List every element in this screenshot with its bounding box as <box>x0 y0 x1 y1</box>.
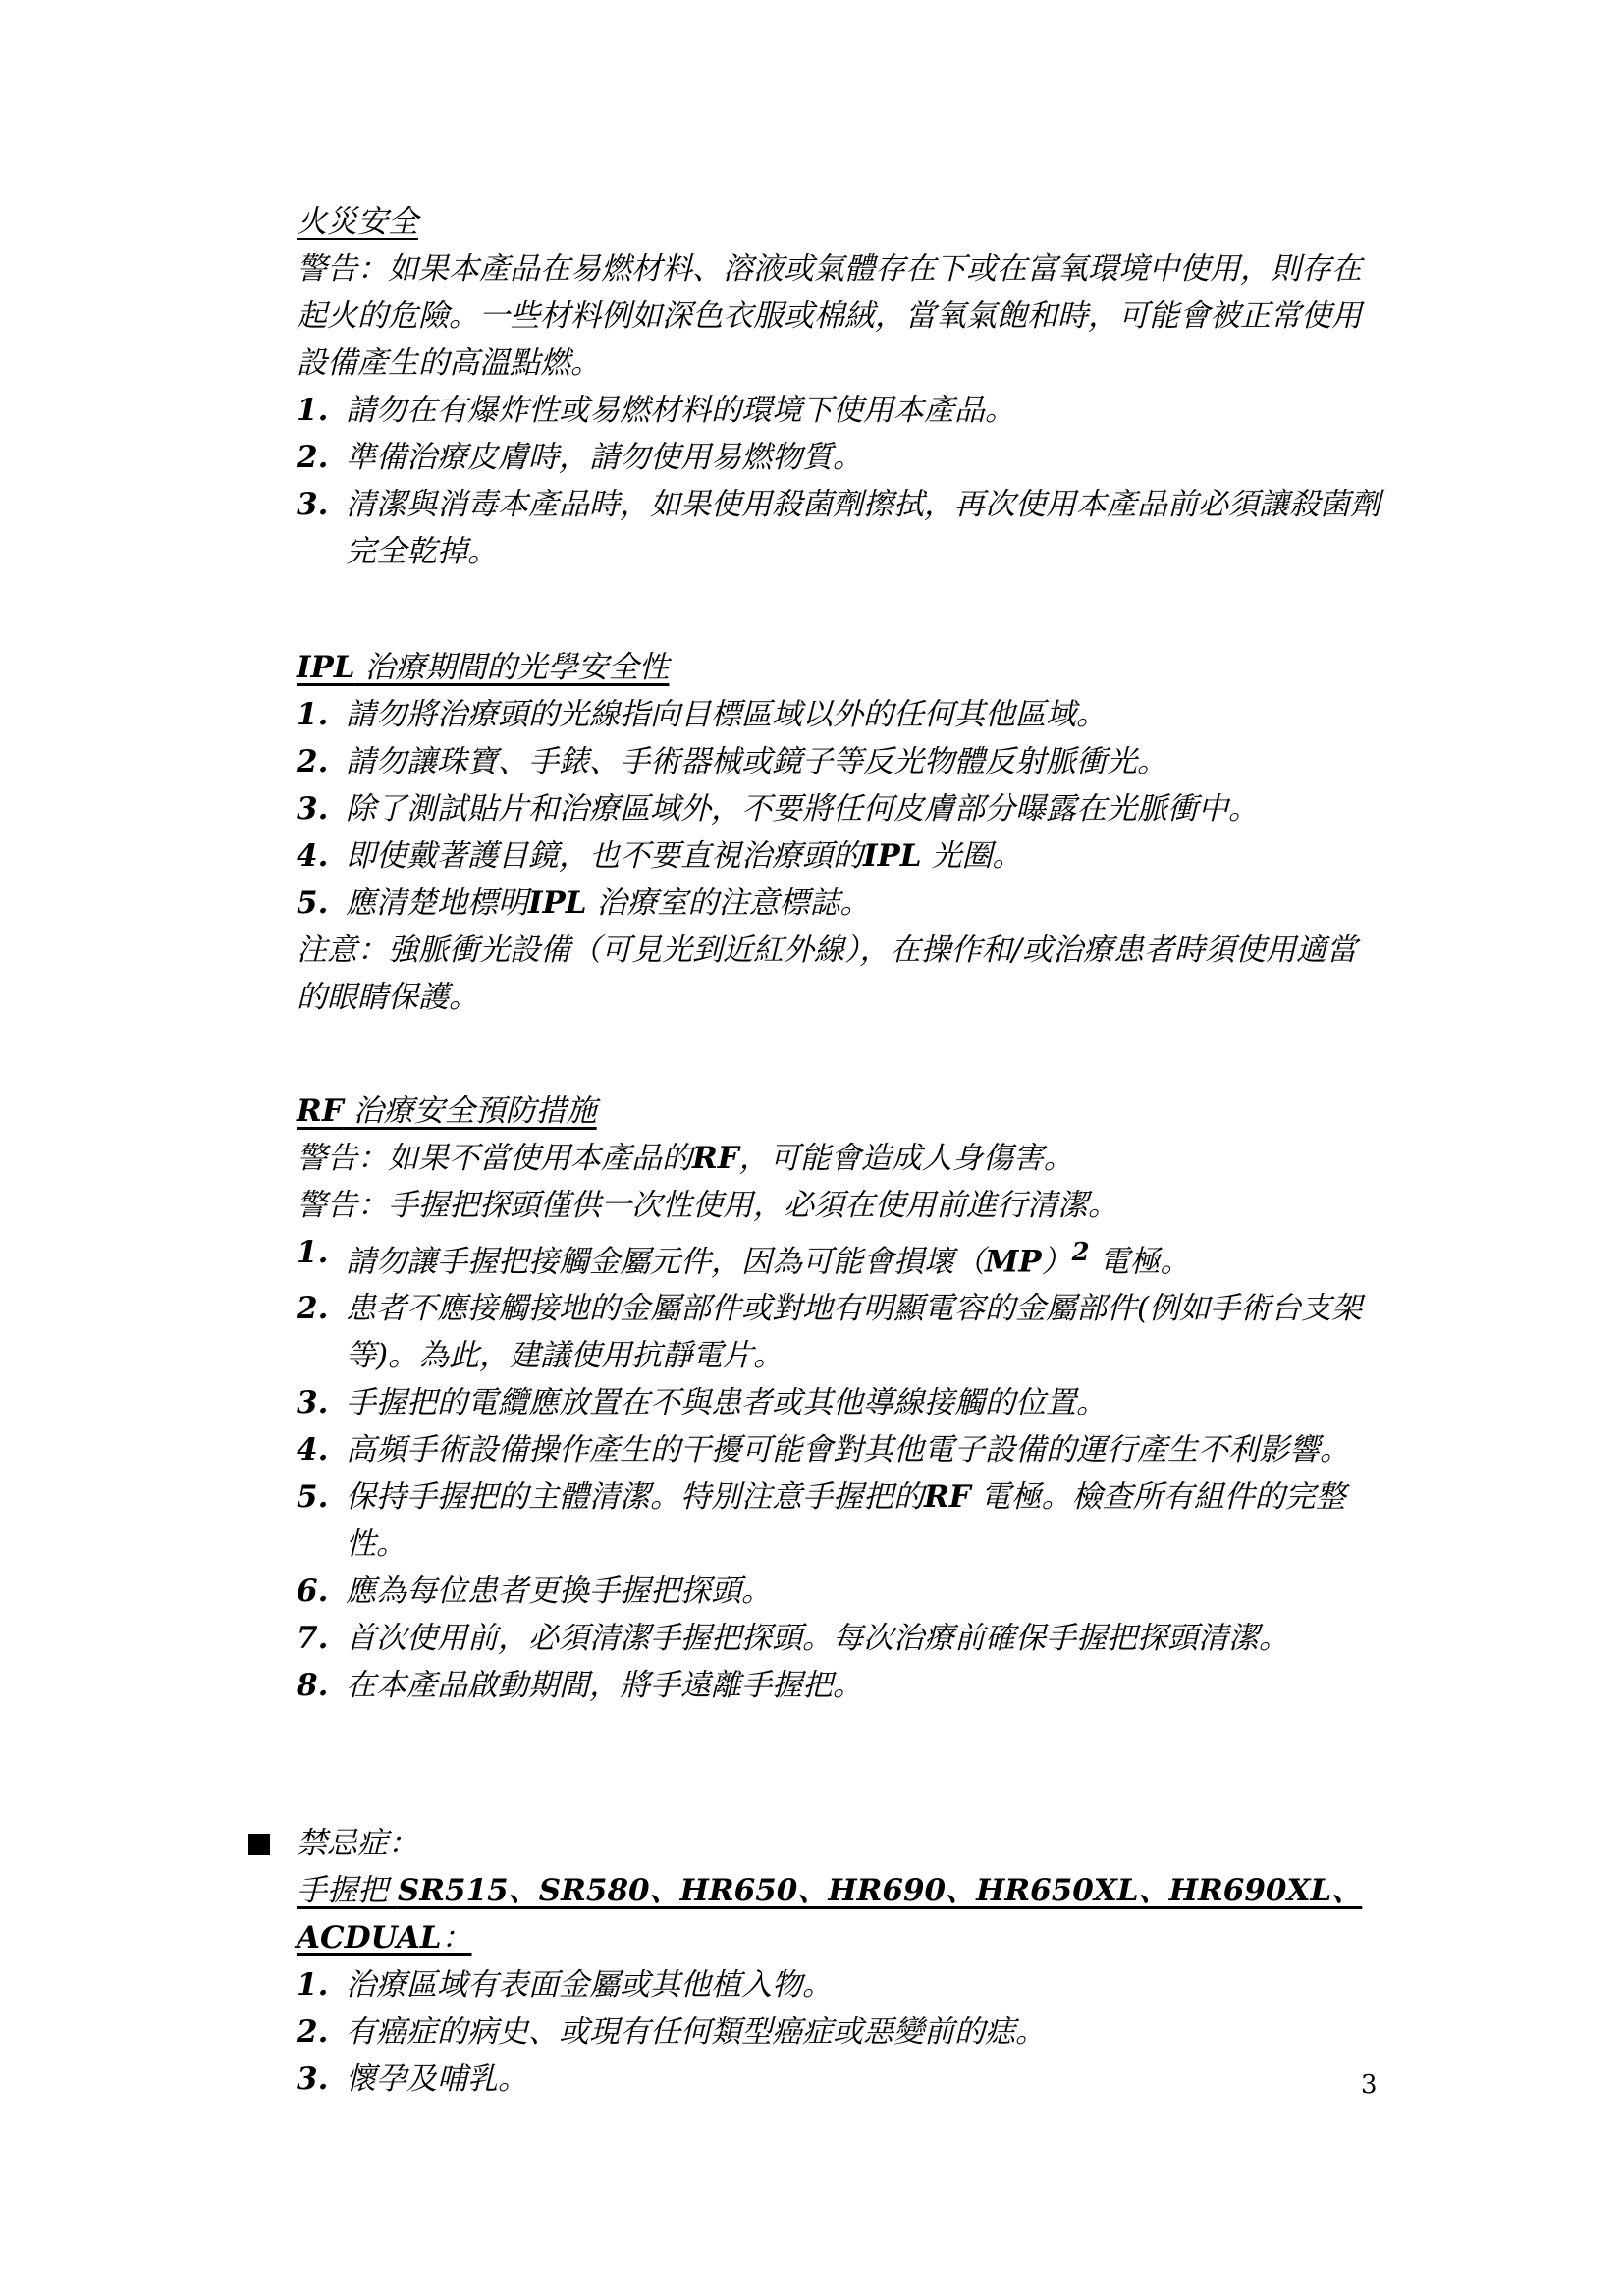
contraindications-section <box>297 1820 1386 2103</box>
item-text-mid: ） <box>1041 1244 1072 1280</box>
item-number: 2. <box>297 440 329 475</box>
item-text: 首次使用前，必須清潔手握把探頭。每次治療前確保手握把探頭清潔。 <box>346 1621 1289 1657</box>
list-item <box>297 1379 1386 1426</box>
item-text: 請勿將治療頭的光線指向目標區域以外的任何其他區域。 <box>346 697 1107 732</box>
item-number: 8. <box>297 1668 329 1704</box>
item-text: 懷孕及哺乳。 <box>346 2061 528 2097</box>
item-text: 患者不應接觸接地的金屬部件或對地有明顯電容的金屬部件(例如手術台支架等)。為此，建議使用抗靜電片。 <box>346 1291 1363 1374</box>
item-text: 高頻手術設備操作產生的干擾可能會對其他電子設備的運行產生不利影響。 <box>346 1432 1350 1468</box>
item-text: 保持手握把的主體清潔。特別注意手握把的 <box>346 1479 924 1516</box>
subheading-models: SR515、SR580、HR650、HR690、HR650XL、HR690XL、ACDUAL <box>297 1873 1363 1955</box>
item-text: 清潔與消毒本產品時，如果使用殺菌劑擦拭，再次使用本產品前必須讓殺菌劑完全乾掉。 <box>346 487 1380 569</box>
item-number: 2. <box>297 744 329 779</box>
list-item <box>297 2008 1386 2056</box>
square-bullet-icon <box>248 1834 270 1855</box>
item-text: 應清楚地標明 <box>346 885 528 921</box>
item-text: 準備治療皮膚時，請勿使用易燃物質。 <box>346 440 863 475</box>
fire-safety-section <box>297 198 1386 575</box>
item-text-bold: IPL <box>528 885 587 921</box>
item-text-bold: MP <box>985 1244 1042 1280</box>
sub-heading <box>297 1867 1386 1961</box>
item-number: 5. <box>297 1479 329 1516</box>
item-text-tail: 光圈。 <box>921 838 1023 874</box>
item-number: 6. <box>297 1574 329 1610</box>
warning-text <box>297 1135 1386 1182</box>
item-number: 1. <box>297 393 329 428</box>
warning-text: 警告：如果本產品在易燃材料、溶液或氣體存在下或在富氧環境中使用，則存在起火的危險。一些材料例如深色衣服或棉絨，當氧氣飽和時，可能會被正常使用設備產生的高溫點燃。 <box>297 251 1362 381</box>
item-text: 有癌症的病史、或現有任何類型癌症或惡變前的痣。 <box>346 2014 1046 2050</box>
warning-pre: 警告：如果不當使用本產品的 <box>297 1141 692 1176</box>
item-number: 3. <box>297 791 329 827</box>
list-item <box>297 1568 1386 1615</box>
rf-safety-section <box>297 1088 1386 1709</box>
item-text: 手握把的電纜應放置在不與患者或其他導線接觸的位置。 <box>346 1385 1107 1421</box>
superscript: 2 <box>1071 1238 1090 1267</box>
heading-rest: 治療安全預防措施 <box>343 1094 597 1129</box>
list-item <box>297 387 1386 434</box>
item-text-tail: 治療室的注意標誌。 <box>586 885 871 921</box>
list-item <box>297 738 1386 785</box>
page-number: 3 <box>1361 2070 1378 2100</box>
item-text: 即使戴著護目鏡，也不要直視治療頭的 <box>346 838 863 874</box>
list-item <box>297 2056 1386 2103</box>
section-heading <box>297 1088 1386 1135</box>
section-heading: 火災安全 <box>297 204 418 240</box>
list-item <box>297 1229 1386 1285</box>
list-item <box>297 1961 1386 2008</box>
item-number: 1. <box>297 1235 329 1270</box>
list-item <box>297 1662 1386 1709</box>
item-text: 應為每位患者更換手握把探頭。 <box>346 1574 772 1610</box>
item-text-bold: RF <box>924 1479 971 1516</box>
item-text-tail: 電極。 <box>1089 1244 1191 1280</box>
list-item <box>297 691 1386 738</box>
warning-bold: RF <box>692 1141 739 1176</box>
item-text: 請勿讓珠寶、手錶、手術器械或鏡子等反光物體反射脈衝光。 <box>346 744 1167 779</box>
item-number: 4. <box>297 838 329 874</box>
item-text: 在本產品啟動期間，將手遠離手握把。 <box>346 1668 863 1704</box>
list-item <box>297 1473 1386 1568</box>
list-item <box>297 481 1386 575</box>
list-item <box>297 785 1386 832</box>
subheading-pre: 手握把 <box>297 1873 398 1908</box>
item-number: 5. <box>297 885 329 921</box>
list-item <box>297 434 1386 481</box>
heading-bold: RF <box>297 1094 344 1129</box>
item-number: 2. <box>297 1291 329 1327</box>
section-heading <box>297 644 1386 691</box>
warning-text: 警告：手握把探頭僅供一次性使用，必須在使用前進行清潔。 <box>297 1188 1118 1223</box>
section-heading: 禁忌症： <box>297 1826 418 1861</box>
heading-rest: 治療期間的光學安全性 <box>354 650 670 685</box>
item-text-tail: 電極。檢查所有組件的完整性。 <box>346 1479 1346 1563</box>
ipl-safety-section <box>297 644 1386 1021</box>
list-item <box>297 1285 1386 1379</box>
item-number: 3. <box>297 1385 329 1421</box>
list-item <box>297 880 1386 927</box>
item-number: 7. <box>297 1621 329 1657</box>
item-number: 3. <box>297 487 329 522</box>
heading-bold: IPL <box>297 650 355 685</box>
list-item <box>297 1426 1386 1473</box>
item-number: 3. <box>297 2061 329 2097</box>
item-number: 4. <box>297 1432 329 1468</box>
subheading-post: ： <box>441 1920 472 1955</box>
item-text-bold: IPL <box>863 838 922 874</box>
item-text: 除了測試貼片和治療區域外，不要將任何皮膚部分曝露在光脈衝中。 <box>346 791 1259 827</box>
note-text: 注意：強脈衝光設備（可見光到近紅外線），在操作和/或治療患者時須使用適當的眼睛保護。 <box>297 933 1357 1015</box>
list-item <box>297 1615 1386 1662</box>
item-text: 請勿在有爆炸性或易燃材料的環境下使用本產品。 <box>346 393 1015 428</box>
item-number: 1. <box>297 697 329 732</box>
item-text: 請勿讓手握把接觸金屬元件，因為可能會損壞（ <box>346 1244 985 1280</box>
warning-post: ，可能會造成人身傷害。 <box>738 1141 1074 1176</box>
item-number: 1. <box>297 1967 329 2002</box>
list-item <box>297 832 1386 880</box>
item-number: 2. <box>297 2014 329 2050</box>
item-text: 治療區域有表面金屬或其他植入物。 <box>346 1967 833 2002</box>
